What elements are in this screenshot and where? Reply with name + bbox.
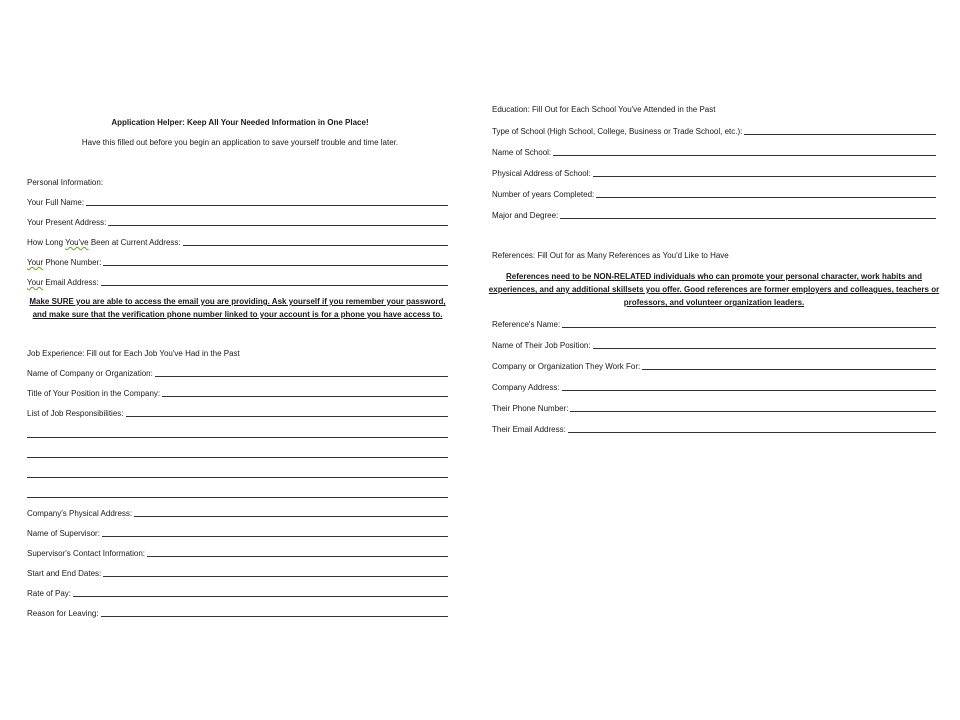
years-completed-line[interactable] — [596, 197, 936, 198]
full-name-field[interactable] — [27, 196, 448, 208]
reference-company-line[interactable] — [642, 369, 936, 370]
supervisor-contact-field[interactable] — [27, 547, 448, 559]
reason-for-leaving-label: Reason for Leaving: — [27, 609, 99, 618]
school-name-label: Name of School: — [492, 148, 552, 157]
form-title: Application Helper: Keep All Your Needed Information in One Place! — [111, 118, 369, 127]
phone-number-line[interactable] — [103, 265, 448, 266]
form-subtitle: Have this filled out before you begin an application to save yourself trouble and time later. — [81, 138, 399, 147]
start-end-dates-line[interactable] — [103, 576, 448, 577]
company-address-field[interactable] — [27, 507, 448, 519]
phone-number-label: Your Phone Number: — [27, 258, 102, 267]
job-responsibilities-line[interactable] — [126, 416, 449, 417]
reference-phone-label: Their Phone Number: — [492, 404, 569, 413]
time-at-address-label: How Long You've Been at Current Address: — [27, 238, 181, 247]
reference-name-field[interactable] — [492, 318, 936, 330]
education-heading: Education: Fill Out for Each School You've Attended in the Past — [492, 105, 716, 114]
supervisor-name-label: Name of Supervisor: — [27, 529, 100, 538]
reason-for-leaving-field[interactable] — [27, 607, 448, 619]
job-responsibilities-field[interactable] — [27, 407, 448, 419]
position-title-line[interactable] — [162, 396, 448, 397]
years-completed-label: Number of years Completed: — [492, 190, 595, 199]
full-name-label: Your Full Name: — [27, 198, 85, 207]
references-note: References need to be NON-RELATED individuals who can promote your personal character, work habits and experiences, and any additional skillsets you offer. Good references are former employers and colleagues, teachers or professors, and volunteer organization leaders. — [488, 272, 940, 307]
school-address-field[interactable] — [492, 167, 936, 179]
reference-email-label: Their Email Address: — [492, 425, 566, 434]
references-heading: References: Fill Out for as Many References as You'd Like to Have — [492, 251, 729, 260]
position-title-field[interactable] — [27, 387, 448, 399]
job-responsibilities-label: List of Job Responsibilities: — [27, 409, 124, 418]
rate-of-pay-label: Rate of Pay: — [27, 589, 72, 598]
job-experience-heading: Job Experience: Fill out for Each Job You've Had in the Past — [27, 349, 240, 358]
company-name-label: Name of Company or Organization: — [27, 369, 153, 378]
email-address-line[interactable] — [101, 285, 448, 286]
responsibilities-blank-line[interactable] — [27, 437, 448, 438]
responsibilities-blank-line[interactable] — [27, 457, 448, 458]
major-degree-line[interactable] — [560, 218, 936, 219]
reference-company-address-field[interactable] — [492, 381, 936, 393]
reference-company-field[interactable] — [492, 360, 936, 372]
reference-phone-line[interactable] — [570, 411, 936, 412]
company-address-line[interactable] — [134, 516, 448, 517]
reference-position-label: Name of Their Job Position: — [492, 341, 591, 350]
start-end-dates-field[interactable] — [27, 567, 448, 579]
school-name-field[interactable] — [492, 146, 936, 158]
supervisor-contact-label: Supervisor's Contact Information: — [27, 549, 146, 558]
phone-number-field[interactable] — [27, 256, 448, 268]
years-completed-field[interactable] — [492, 188, 936, 200]
present-address-field[interactable] — [27, 216, 448, 228]
supervisor-name-field[interactable] — [27, 527, 448, 539]
email-address-field[interactable] — [27, 276, 448, 288]
rate-of-pay-line[interactable] — [73, 596, 448, 597]
reference-name-line[interactable] — [562, 327, 936, 328]
school-type-line[interactable] — [744, 134, 936, 135]
full-name-line[interactable] — [86, 205, 448, 206]
school-address-line[interactable] — [593, 176, 936, 177]
school-type-field[interactable] — [492, 125, 936, 137]
school-address-label: Physical Address of School: — [492, 169, 591, 178]
time-at-address-field[interactable] — [27, 236, 448, 248]
present-address-line[interactable] — [108, 225, 448, 226]
reference-company-address-label: Company Address: — [492, 383, 560, 392]
supervisor-contact-line[interactable] — [147, 556, 448, 557]
email-address-label: Your Email Address: — [27, 278, 99, 287]
reason-for-leaving-line[interactable] — [101, 616, 448, 617]
right-page — [480, 0, 960, 720]
start-end-dates-label: Start and End Dates: — [27, 569, 102, 578]
responsibilities-blank-line[interactable] — [27, 497, 448, 498]
company-address-label: Company's Physical Address: — [27, 509, 133, 518]
email-warning-note: Make SURE you are able to access the email you are providing. Ask yourself if you remember your password, and make sure that the verification phone number linked to your account is for a phone you have access to. — [29, 297, 446, 319]
reference-name-label: Reference's Name: — [492, 320, 561, 329]
responsibilities-blank-line[interactable] — [27, 477, 448, 478]
present-address-label: Your Present Address: — [27, 218, 107, 227]
school-type-label: Type of School (High School, College, Business or Trade School, etc.): — [492, 127, 743, 136]
supervisor-name-line[interactable] — [102, 536, 448, 537]
reference-email-line[interactable] — [568, 432, 936, 433]
position-title-label: Title of Your Position in the Company: — [27, 389, 161, 398]
reference-company-label: Company or Organization They Work For: — [492, 362, 641, 371]
reference-phone-field[interactable] — [492, 402, 936, 414]
company-name-line[interactable] — [155, 376, 448, 377]
major-degree-field[interactable] — [492, 209, 936, 221]
rate-of-pay-field[interactable] — [27, 587, 448, 599]
reference-company-address-line[interactable] — [562, 390, 936, 391]
time-at-address-line[interactable] — [183, 245, 448, 246]
school-name-line[interactable] — [553, 155, 936, 156]
major-degree-label: Major and Degree: — [492, 211, 559, 220]
personal-info-heading: Personal Information: — [27, 178, 104, 187]
company-name-field[interactable] — [27, 367, 448, 379]
reference-email-field[interactable] — [492, 423, 936, 435]
reference-position-line[interactable] — [593, 348, 936, 349]
reference-position-field[interactable] — [492, 339, 936, 351]
